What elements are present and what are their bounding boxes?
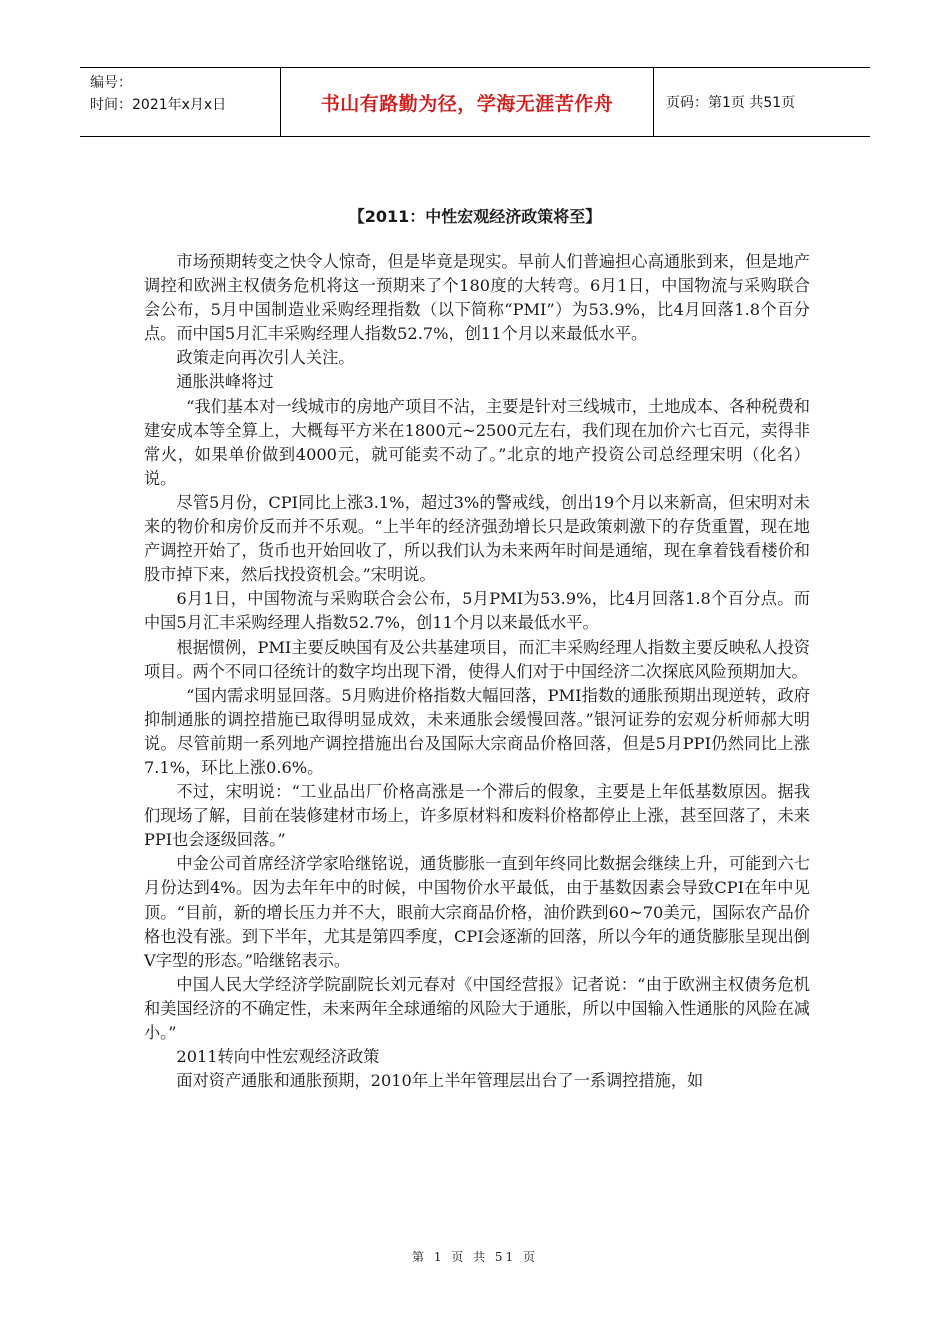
- section-heading: 2011转向中性宏观经济政策: [176, 1047, 380, 1067]
- document-time-label: 时间：2021年x月x日: [90, 97, 227, 113]
- page-footer: 第 1 页 共 51 页: [412, 1250, 538, 1264]
- paragraph: “我们基本对一线城市的房地产项目不沾，主要是针对三线城市，土地成本、各种税费和建安成本等全算上，大概每平方米在1800元~2500元左右，我们现在加价六七百元，卖得非常火，如果单价做到4000元，就可能卖不动了。”北京的地产投资公司总经理宋明（化名）说。: [144, 396, 810, 488]
- section-heading: 通胀洪峰将过: [176, 372, 274, 392]
- document-number-label: 编号：: [90, 75, 132, 91]
- paragraph: 面对资产通胀和通胀预期，2010年上半年管理层出台了一系调控措施，如: [176, 1071, 704, 1091]
- header-meta: [80, 68, 281, 136]
- paragraph: 根据惯例，PMI主要反映国有及公共基建项目，而汇丰采购经理人指数主要反映私人投资项目。两个不同口径统计的数字均出现下滑，使得人们对于中国经济二次探底风险预期加大。: [144, 637, 810, 681]
- paragraph: “国内需求明显回落。5月购进价格指数大幅回落，PMI指数的通胀预期出现逆转，政府抑制通胀的调控措施已取得明显成效，未来通胀会缓慢回落。”银河证券的宏观分析师郝大明说。尽管前期一系列地产调控措施出台及国际大宗商品价格回落，但是5月PPI仍然同比上涨7.1%，环比上涨0.6%。: [144, 685, 810, 777]
- paragraph: 中国人民大学经济学院副院长刘元春对《中国经营报》记者说：“由于欧洲主权债务危机和美国经济的不确定性，未来两年全球通缩的风险大于通胀，所以中国输入性通胀的风险在减小。”: [144, 974, 810, 1042]
- paragraph: 市场预期转变之快令人惊奇，但是毕竟是现实。早前人们普遍担心高通胀到来，但是地产调控和欧洲主权债务危机将这一预期来了个180度的大转弯。6月1日，中国物流与采购联合会公布，5月中国制造业采购经理指数（以下简称“PMI”）为53.9%，比4月回落1.8个百分点。而中国5月汇丰采购经理人指数52.7%，创11个月以来最低水平。: [144, 252, 810, 344]
- paragraph: 尽管5月份，CPI同比上涨3.1%，超过3%的警戒线，创出19个月以来新高，但宋明对未来的物价和房价反而并不乐观。“上半年的经济强劲增长只是政策刺激下的存货重置，现在地产调控开始了，货币也开始回收了，所以我们认为未来两年时间是通缩，现在拿着钱看楼价和股市掉下来，然后找投资机会。”宋明说。: [144, 492, 810, 585]
- header-page-info: 页码：第1页 共51页: [666, 95, 796, 111]
- header-motto: 书山有路勤为径，学海无涯苦作舟: [281, 68, 654, 136]
- document-title: 【2011：中性宏观经济政策将至】: [348, 207, 602, 226]
- paragraph: 中金公司首席经济学家哈继铭说，通货膨胀一直到年终同比数据会继续上升，可能到六七月份达到4%。因为去年年中的时候，中国物价水平最低，由于基数因素会导致CPI在年中见顶。“目前，新的增长压力并不大，眼前大宗商品价格，油价跌到60~70美元，国际农产品价格也没有涨。到下半年，尤其是第四季度，CPI会逐渐的回落，所以今年的通货膨胀呈现出倒V字型的形态。”哈继铭表示。: [144, 854, 810, 970]
- document-body: [144, 250, 810, 1093]
- page-header: [80, 67, 870, 137]
- paragraph: 6月1日，中国物流与采购联合会公布，5月PMI为53.9%，比4月回落1.8个百分点。而中国5月汇丰采购经理人指数52.7%，创11个月以来最低水平。: [144, 589, 810, 633]
- paragraph: 政策走向再次引人关注。: [176, 348, 355, 368]
- paragraph: 不过，宋明说：“工业品出厂价格高涨是一个滞后的假象，主要是上年低基数原因。据我们现场了解，目前在装修建材市场上，许多原材料和废料价格都停止上涨，甚至回落了，未来PPI也会逐级回落。”: [144, 782, 810, 850]
